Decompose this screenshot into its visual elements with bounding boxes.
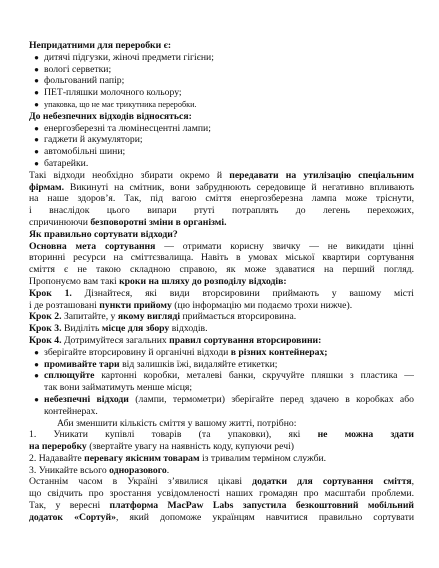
document-page xyxy=(29,40,414,524)
apps-paragraph: Останнім часом в Україні з’явилися цікаві додатки для сортування сміття, що свідчить про зростання усвідомленості наших громадян про масштаби проблеми. Так, у вересні платформа MacPaw Labs запустила безкоштовний мобільний додаток «Сортуй», який допоможе українцям навчитися правильно сортувати xyxy=(29,476,415,523)
list-item: ● автомобільні шини; xyxy=(29,146,414,158)
list-item: ● ПЕТ-пляшки молочного кольору; xyxy=(29,87,414,99)
list-item: 1. Уникати купівлі товарів (та упаковки), які не можна здати xyxy=(29,429,414,441)
bullet-icon: ● xyxy=(34,371,39,381)
bullet-icon: ● xyxy=(34,52,39,62)
bullet-icon: ● xyxy=(34,99,39,109)
list-item: ● упаковка, що не має трикутника переробки. xyxy=(29,99,414,111)
reduce-intro: Аби зменшити кількість сміття у вашому житті, потрібно: xyxy=(57,417,297,429)
list-item: ● батарейки. xyxy=(29,158,414,170)
bullet-icon: ● xyxy=(34,88,39,98)
list-item: ● фольгований папір; xyxy=(29,75,414,87)
how-to-sort-title: Як правильно сортувати відходи? xyxy=(29,228,178,240)
list-item: 3. Уникайте всього одноразового. xyxy=(29,464,170,476)
bullet-icon: ● xyxy=(34,394,39,404)
hazardous-title: До небезпечних відходів відносяться: xyxy=(29,110,192,122)
bullet-icon: ● xyxy=(34,76,39,86)
bullet-icon: ● xyxy=(34,347,39,357)
goal-paragraph: Основна мета сортування — отримати корисну звичку — не викидати цінні вторинні ресурси на сміттєзвалища. Навіть в умовах міської квартири сортування сміття є не такою складною справою, як може здаватися на перший погляд. Пропонуємо вам такі кроки на шляху до розподілу відходів: xyxy=(29,240,414,287)
list-item: ● енергозберезні та люмінесцентні лампи; xyxy=(29,123,414,135)
bullet-icon: ● xyxy=(34,64,39,74)
sorting-rules-list xyxy=(29,347,414,418)
list-item: 2. Надавайте перевагу якісним товарам із тривалим терміном служби. xyxy=(29,452,327,464)
unsuitable-list xyxy=(29,52,414,111)
bullet-icon: ● xyxy=(34,147,39,157)
list-item: ● вологі серветки; xyxy=(29,64,414,76)
reduce-list: 1. Уникати купівлі товарів (та упаковки), які не можна здати на переробку (звертайте увагу на наявність коду, купуючи речі) 2. Надавайте перевагу якісним товарам із тривалим терміном служби. 3. Уникайте всього одноразового. xyxy=(29,429,414,476)
step-4: Крок 4. Дотримуйтеся загальних правил сортування вторсировини: xyxy=(29,334,322,346)
list-item: ● промивайте тари від залишків їжі, видаляйте етикетки; xyxy=(29,359,414,371)
bullet-icon: ● xyxy=(34,123,39,133)
list-item: ● гаджети й акумулятори; xyxy=(29,134,414,146)
disposal-paragraph: Такі відходи необхідно збирати окремо й передавати на утилізацію спеціальним фірмам. Викинуті на смітник, вони забруднюють середовище й негативно впливають на наше здоров’я. Так, під вагою сміття енергозберезна лампа може тріснути, і внаслідок цього випари ртуті потраплять до легень перехожих, спричинюючи безповоротні зміни в організмі. xyxy=(29,169,414,228)
steps: Крок 1. Дізнайтеся, які види вторсировини приймають у вашому місті і де розташовані пункти прийому (цю інформацію ми подаємо трохи нижче). Крок 2. Запитайте, у якому вигляді приймається вторсировина. Крок 3. Виділіть місце для збору відходів. Крок 4. Дотримуйтеся загальних правил сортування вторсировини: xyxy=(29,287,414,346)
bullet-icon: ● xyxy=(34,359,39,369)
hazardous-list xyxy=(29,123,414,170)
list-item: ● сплющуйте картонні коробки, металеві банки, скручуйте пляшки з пластика — так вони займатимуть менше місця; xyxy=(29,370,414,394)
list-item: ● небезпечні відходи (лампи, термометри) зберігайте перед здачею в коробках або контейнерах. xyxy=(29,394,414,418)
step-2: Крок 2. Запитайте, у якому вигляді приймається вторсировина. xyxy=(29,311,297,323)
list-item: ● дитячі підгузки, жіночі предмети гігієни; xyxy=(29,52,414,64)
bullet-icon: ● xyxy=(34,135,39,145)
step-3: Крок 3. Виділіть місце для збору відходів. xyxy=(29,323,208,335)
step-1: Крок 1. Дізнайтеся, які види вторсировини приймають у вашому місті xyxy=(29,287,414,299)
unsuitable-title: Непридатними для переробки є: xyxy=(29,40,172,51)
list-item: ● зберігайте вторсировину й органічні відходи в різних контейнерах; xyxy=(29,347,414,359)
bullet-icon: ● xyxy=(34,158,39,168)
